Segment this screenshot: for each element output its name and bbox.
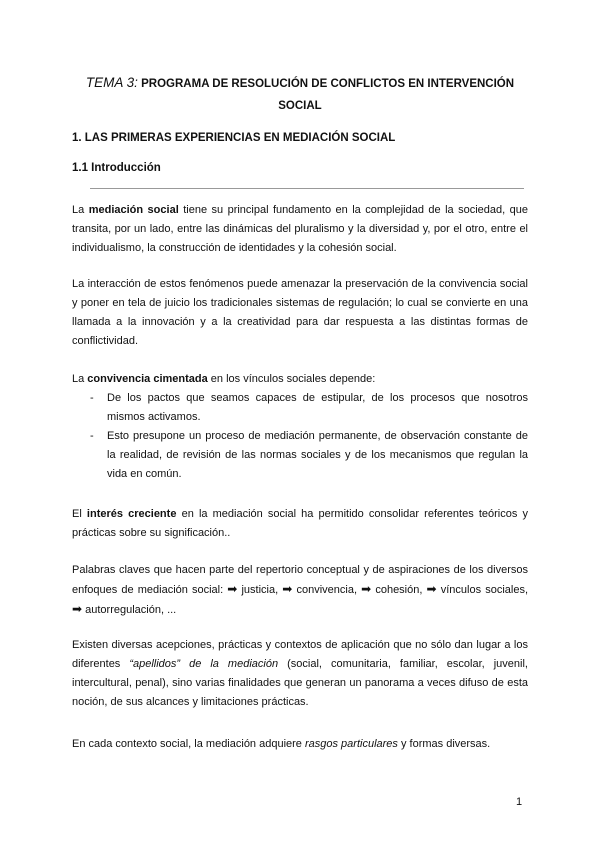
paragraph-convivencia [72, 370, 528, 389]
page-number: 1 [516, 796, 523, 808]
title-line1: PROGRAMA DE RESOLUCIÓN DE CONFLICTOS EN INTERVENCIÓN [137, 78, 515, 90]
list-dash: - [90, 392, 94, 404]
paragraph-interaccion [72, 275, 528, 351]
p1-pre: La [72, 204, 89, 216]
keyword: autorregulación, ... [85, 604, 177, 616]
list-item-text: Esto presupone un proceso de mediación permanente, de observación constante de la realidad, de revisión de las normas sociales y de los mecanismos que regulan la vida en común. [107, 430, 528, 480]
paragraph-interes [72, 505, 528, 543]
keyword: justicia, [241, 584, 279, 596]
arrow-icon: ➡ [282, 582, 293, 596]
list-item-text: De los pactos que seamos capaces de estipular, de los procesos que nosotros mismos activamos. [107, 392, 528, 423]
paragraph-acepciones [72, 636, 528, 712]
p3-post: en los vínculos sociales depende: [207, 373, 376, 385]
section-heading: 1. LAS PRIMERAS EXPERIENCIAS EN MEDIACIÓN SOCIAL [72, 132, 396, 144]
p7-post: y formas diversas. [397, 738, 491, 750]
subsection-heading: 1.1 Introducción [72, 162, 161, 174]
arrow-icon: ➡ [426, 582, 437, 596]
title-tema: TEMA 3: [85, 75, 138, 90]
paragraph-contexto [72, 735, 528, 754]
keyword: convivencia, [296, 584, 358, 596]
arrow-icon: ➡ [72, 602, 83, 616]
p6-post: (social, comunitaria, familiar, escolar, juvenil, intercultural, penal), sino varias finalidades que generan un panorama a veces difuso de esta noción, de sus alcances y limitaciones prácticas. [72, 658, 528, 708]
p4-pre: El [72, 508, 87, 520]
list-dash: - [90, 430, 94, 442]
p3-pre: La [72, 373, 88, 385]
paragraph-mediacion-social [72, 201, 528, 258]
p4-post: en la mediación social ha permitido consolidar referentes teóricos y prácticas sobre su significación.. [72, 508, 528, 539]
p6-italic: “apellidos” de la mediación [129, 658, 279, 670]
keyword: cohesión, [375, 584, 423, 596]
p4-bold: interés creciente [86, 508, 177, 520]
arrow-icon: ➡ [361, 582, 372, 596]
p7-italic: rasgos particulares [304, 738, 398, 750]
list-item [72, 389, 528, 427]
dependency-list [72, 389, 528, 484]
paragraph-palabras-clave [72, 561, 528, 620]
heading-divider [90, 188, 524, 189]
document-title [72, 72, 528, 117]
title-line2: SOCIAL [278, 100, 322, 112]
p2-text: La interacción de estos fenómenos puede amenazar la preservación de la convivencia social y poner en tela de juicio los tradicionales sistemas de regulación; lo cual se convierte en una llamada a la innovación y a la creatividad para dar respuesta a las distintas formas de conflictividad. [72, 278, 528, 347]
p7-pre: En cada contexto social, la mediación adquiere [72, 738, 305, 750]
arrow-icon: ➡ [227, 582, 238, 596]
keyword: vínculos sociales, [440, 584, 529, 596]
p6-pre: Existen diversas acepciones, prácticas y contextos de aplicación que no sólo dan lugar a los diferentes [72, 639, 528, 670]
p5-intro: Palabras claves que hacen parte del repertorio conceptual y de aspiraciones de los diversos enfoques de mediación social: [72, 564, 528, 596]
p1-bold: mediación social [88, 204, 179, 216]
list-item [72, 427, 528, 484]
p1-post: tiene su principal fundamento en la complejidad de la sociedad, que transita, por un lado, entre las dinámicas del pluralismo y la diversidad y, por el otro, entre el individualismo, la construcción de identidades y la cohesión social. [72, 204, 529, 254]
p3-bold: convivencia cimentada [87, 373, 208, 385]
